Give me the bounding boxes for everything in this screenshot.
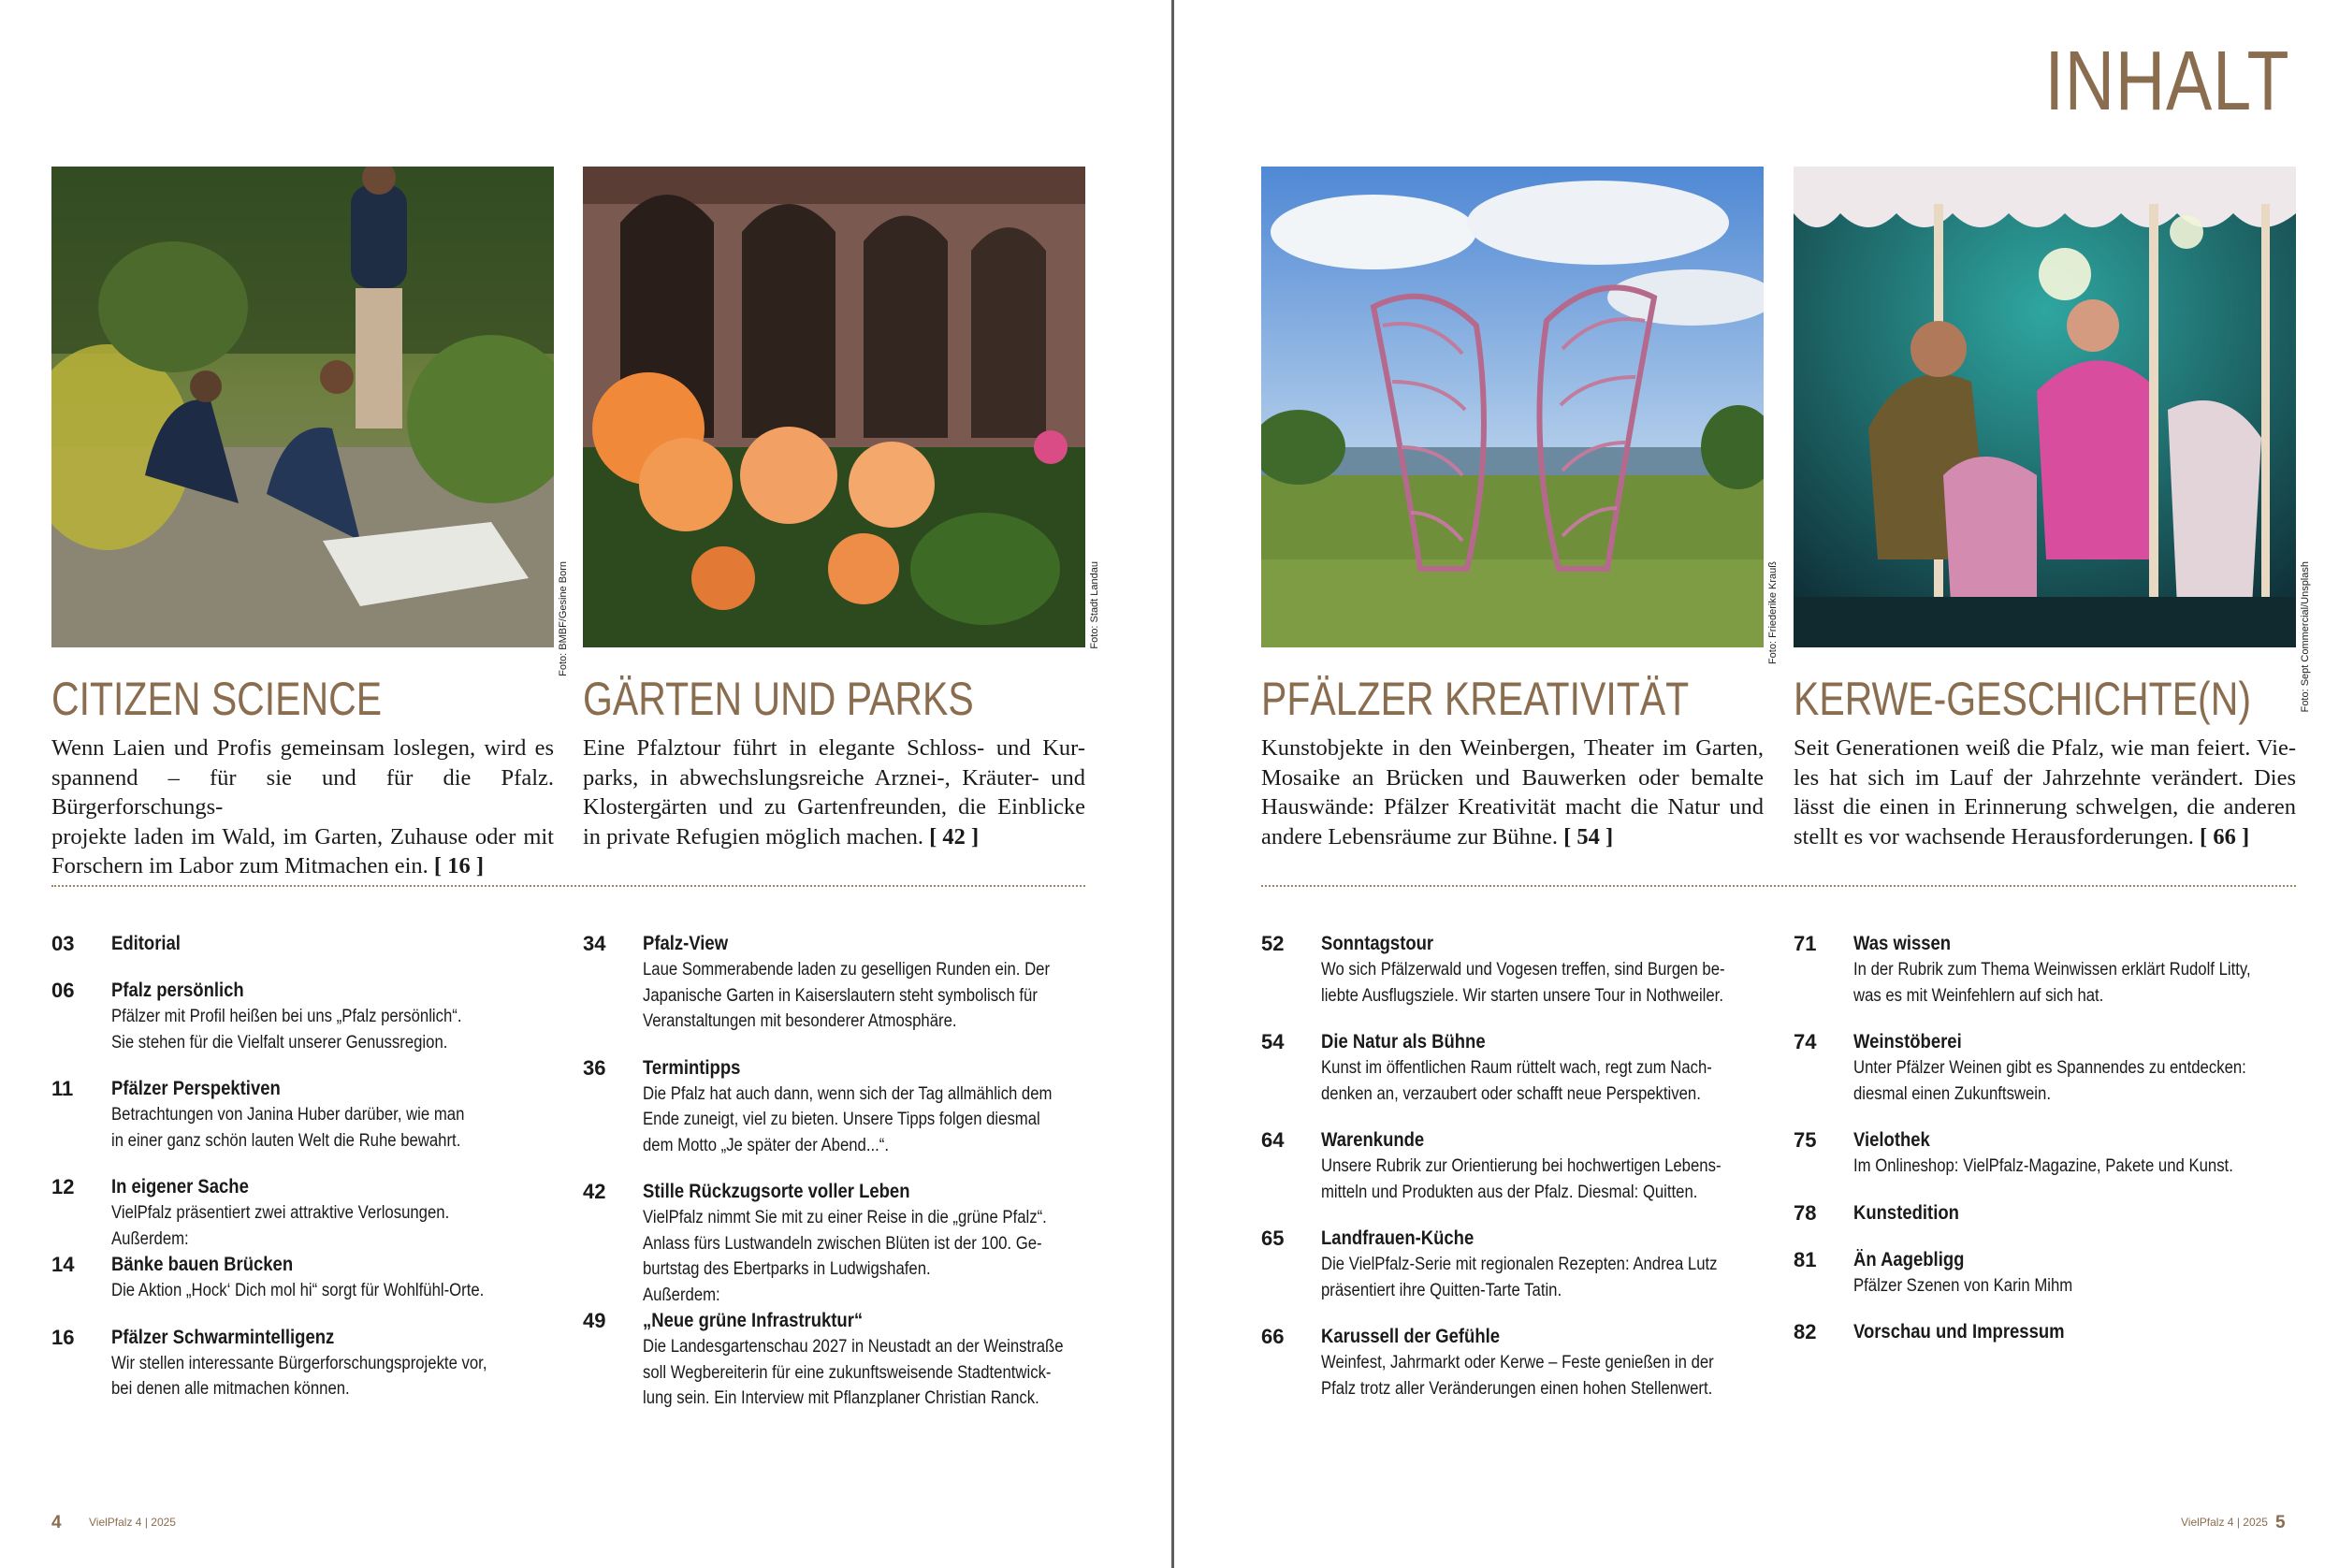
toc-entry[interactable]: [1794, 931, 2296, 1009]
toc-entry-title: Pfälzer Perspektiven: [111, 1078, 281, 1099]
photo-kerwe-geschichten: [1794, 167, 2296, 647]
toc-entry-title: Die Natur als Bühne: [1321, 1031, 1486, 1053]
teaser-line: Hauswände: Pfälzer Kreativität macht die Natur und: [1261, 794, 1764, 820]
toc-entry[interactable]: [51, 978, 554, 1055]
toc-page-number: 78: [1794, 1200, 1817, 1225]
toc-entry[interactable]: [1261, 1127, 1764, 1205]
toc-entry[interactable]: [1261, 1029, 1764, 1107]
toc-entry-description: Ende zuneigt, viel zu bieten. Unsere Tipps folgen diesmal: [643, 1110, 1040, 1129]
toc-entry-text: [111, 978, 554, 1055]
toc-entry-description: denken an, verzaubert oder schafft neue Perspektiven.: [1321, 1083, 1701, 1104]
toc-entry-text: [643, 931, 1105, 1035]
toc-entry-description: lung sein. Ein Interview mit Pflanzplaner Christian Ranck.: [643, 1388, 1039, 1408]
toc-entry-description: Weinfest, Jahrmarkt oder Kerwe – Feste genießen in der: [1321, 1353, 1714, 1372]
teaser-line: Wenn Laien und Profis gemeinsam loslegen, wird es: [51, 735, 554, 761]
toc-page-number: 81: [1794, 1247, 1817, 1271]
toc-entry-description: Laue Sommerabende laden zu geselligen Runden ein. Der: [643, 960, 1051, 980]
teaser-line: parks, in abwechslungsreiche Arznei-, Kräuter- und: [583, 764, 1085, 791]
toc-entry[interactable]: [1261, 1226, 1764, 1303]
toc-entry-description: Veranstaltungen mit besonderer Atmosphäre.: [643, 1011, 957, 1031]
photo-gaerten-und-parks: [583, 167, 1085, 647]
toc-entry-description: Pfälzer Szenen von Karin Mihm: [1853, 1275, 2073, 1296]
teaser-line: projekte laden im Wald, im Garten, Zuhause oder mit: [51, 823, 554, 849]
toc-entry-description: Die VielPfalz-Serie mit regionalen Rezepten: Andrea Lutz: [1321, 1255, 1718, 1274]
toc-entry-title: Termintipps: [643, 1056, 741, 1079]
toc-entry-title: Vielothek: [1853, 1129, 1930, 1151]
toc-entry-title: Editorial: [111, 933, 181, 954]
toc-entry-description: Wir stellen interessante Bürgerforschungsprojekte vor,: [111, 1353, 487, 1373]
toc-entry-text: [1853, 1247, 2296, 1299]
page-reference[interactable]: [ 42 ]: [929, 823, 980, 849]
toc-entry-description: Japanische Garten in Kaiserslautern steht symbolisch für: [643, 985, 1038, 1006]
toc-page-number: 16: [51, 1325, 75, 1349]
toc-entry[interactable]: [1794, 1247, 2296, 1299]
toc-entry-extra: Außerdem:: [643, 1285, 720, 1305]
magazine-issue-left: VielPfalz 4 | 2025: [89, 1516, 176, 1529]
page-title: INHALT: [2044, 35, 2289, 128]
toc-entry-title: In eigener Sache: [111, 1176, 249, 1198]
toc-entry[interactable]: [1794, 1127, 2296, 1180]
teaser-line-text: andere Lebensräume zur Bühne.: [1261, 823, 1558, 849]
toc-entry-text: [111, 1325, 554, 1402]
dotted-divider: [51, 885, 1085, 887]
toc-page-number: 14: [51, 1253, 75, 1276]
toc-entry-text: [1321, 1127, 1776, 1205]
toc-column-2: [583, 931, 1085, 1432]
feature-pfaelzer-kreativitaet: [1261, 167, 1764, 647]
feature-teaser: [1261, 733, 1764, 851]
teaser-line: Kunstobjekte in den Weinbergen, Theater im Garten,: [1261, 735, 1764, 761]
toc-entry-title: Landfrauen-Küche: [1321, 1227, 1475, 1249]
toc-column-4: [1794, 931, 2296, 1366]
toc-entry[interactable]: [583, 1308, 1085, 1412]
feature-teaser: [583, 733, 1085, 851]
toc-entry-text: [111, 1252, 554, 1304]
page-reference[interactable]: [ 66 ]: [2200, 823, 2250, 849]
toc-entry-text: [1853, 1127, 2296, 1180]
dotted-divider: [1261, 885, 2296, 887]
toc-entry-text: [1853, 1319, 2296, 1345]
toc-entry[interactable]: [583, 931, 1085, 1035]
toc-entry-text: [1853, 1029, 2300, 1107]
page-reference[interactable]: [ 54 ]: [1563, 823, 1614, 849]
toc-page-number: 74: [1794, 1030, 1817, 1053]
toc-entry-description: Unter Pfälzer Weinen gibt es Spannendes zu entdecken:: [1853, 1058, 2246, 1078]
photo-citizen-science: [51, 167, 554, 647]
toc-entry-description: In der Rubrik zum Thema Weinwissen erklärt Rudolf Litty,: [1853, 960, 2251, 980]
toc-entry[interactable]: [1794, 1319, 2296, 1345]
toc-entry-text: [643, 1179, 1102, 1308]
toc-entry-description: Kunst im öffentlichen Raum rüttelt wach, regt zum Nach-: [1321, 1058, 1712, 1078]
teaser-line-text: in private Refugien möglich machen.: [583, 823, 923, 849]
toc-page-number: 54: [1261, 1030, 1285, 1053]
toc-entry-title: Kunstedition: [1853, 1201, 1959, 1224]
photo-credit: Foto: BMBF/Gesine Born: [558, 561, 569, 676]
toc-entry-title: Än Aagebligg: [1853, 1248, 1965, 1270]
toc-page-number: 65: [1261, 1227, 1285, 1250]
toc-entry[interactable]: [1794, 1029, 2296, 1107]
teaser-line: Klostergärten und zu Gartenfreunden, die Einblicke: [583, 794, 1085, 820]
photo-credit: Foto: Stadt Landau: [1089, 561, 1100, 649]
toc-entry-description: was es mit Weinfehlern auf sich hat.: [1853, 985, 2104, 1006]
toc-entry-description: burtstag des Ebertparks in Ludwigshafen.: [643, 1259, 931, 1279]
toc-entry-description: VielPfalz präsentiert zwei attraktive Verlosungen.: [111, 1203, 450, 1223]
teaser-line: [1261, 822, 1764, 852]
toc-page-number: 03: [51, 932, 75, 955]
toc-entry-description: VielPfalz nimmt Sie mit zu einer Reise in die „grüne Pfalz“.: [643, 1208, 1047, 1227]
toc-page-number: 34: [583, 932, 606, 955]
toc-page-number: 82: [1794, 1320, 1817, 1343]
toc-entry[interactable]: [583, 1179, 1085, 1308]
toc-entry-text: [111, 931, 554, 957]
toc-page-number: 66: [1261, 1325, 1285, 1348]
teaser-line: Mosaike an Brücken und Bauwerken oder bemalte: [1261, 764, 1764, 791]
toc-entry-title: Karussell der Gefühle: [1321, 1326, 1501, 1347]
teaser-line: les hat sich im Lauf der Jahrzehnte verändert. Dies: [1794, 764, 2296, 791]
toc-entry-title: Sonntagstour: [1321, 933, 1434, 954]
toc-entry-description: mitteln und Produkten aus der Pfalz. Diesmal: Quitten.: [1321, 1182, 1698, 1202]
toc-page-number: 42: [583, 1180, 606, 1203]
toc-entry-text: [1853, 1200, 2296, 1227]
toc-entry[interactable]: [1794, 1200, 2296, 1227]
toc-page-number: 11: [51, 1077, 74, 1100]
toc-entry-title: Pfalz persönlich: [111, 980, 244, 1001]
toc-entry-description: Die Aktion „Hock‘ Dich mol hi“ sorgt für Wohlfühl-Orte.: [111, 1281, 485, 1300]
feature-gaerten-und-parks: [583, 167, 1085, 647]
toc-page-number: 64: [1261, 1128, 1285, 1152]
teaser-line: [51, 851, 554, 881]
teaser-line: spannend – für sie und für die Pfalz. Bürgerforschungs-: [51, 764, 554, 820]
toc-entry[interactable]: [1261, 931, 1764, 1009]
toc-entry-text: [111, 1076, 554, 1154]
feature-title: CITIZEN SCIENCE: [51, 673, 383, 725]
feature-title: GÄRTEN UND PARKS: [583, 673, 974, 725]
toc-entry-description: soll Wegbereiterin für eine zukunftsweisende Stadtentwick-: [643, 1362, 1052, 1383]
toc-entry-text: [1321, 931, 1780, 1009]
toc-page-number: 49: [583, 1309, 606, 1332]
page-reference[interactable]: [ 16 ]: [433, 853, 484, 878]
magazine-issue-right: VielPfalz 4 | 2025: [2181, 1516, 2268, 1529]
toc-entry-description: dem Motto „Je später der Abend...“.: [643, 1135, 890, 1155]
toc-entry-description: Die Landesgartenschau 2027 in Neustadt an der Weinstraße: [643, 1337, 1064, 1357]
toc-entry[interactable]: [51, 1174, 554, 1252]
toc-entry-text: [1321, 1029, 1765, 1107]
teaser-line-text: Forschern im Labor zum Mitmachen ein.: [51, 853, 429, 878]
toc-entry[interactable]: [583, 1055, 1085, 1159]
toc-entry-description: Pfalz trotz aller Veränderungen einen hohen Stellenwert.: [1321, 1378, 1713, 1399]
toc-entry-description: Die Pfalz hat auch dann, wenn sich der Tag allmählich dem: [643, 1083, 1053, 1104]
page-number-left: 4: [51, 1513, 62, 1532]
toc-page-number: 06: [51, 979, 75, 1002]
toc-entry-description: bei denen alle mitmachen können.: [111, 1379, 350, 1399]
toc-entry-title: Pfalz-View: [643, 933, 729, 954]
toc-entry-text: [1321, 1226, 1771, 1303]
toc-entry-description: Unsere Rubrik zur Orientierung bei hochwertigen Lebens-: [1321, 1156, 1722, 1176]
toc-entry-description: Anlass fürs Lustwandeln zwischen Blüten ist der 100. Ge-: [643, 1233, 1042, 1254]
teaser-line: Eine Pfalztour führt in elegante Schloss- und Kur-: [583, 735, 1085, 761]
feature-kerwe-geschichten: [1794, 167, 2296, 647]
toc-entry-title: „Neue grüne Infrastruktur“: [643, 1310, 864, 1331]
photo-credit: Foto: Friederike Krauß: [1767, 561, 1779, 665]
toc-entry-extra: Außerdem:: [111, 1228, 189, 1249]
toc-page-number: 36: [583, 1055, 606, 1080]
photo-credit: Foto: Sept Commercial/Unsplash: [2300, 561, 2311, 713]
feature-citizen-science: [51, 167, 554, 647]
toc-entry[interactable]: [51, 1325, 554, 1402]
toc-entry-description: in einer ganz schön lauten Welt die Ruhe bewahrt.: [111, 1130, 461, 1151]
toc-column-3: [1261, 931, 1764, 1422]
toc-entry[interactable]: [51, 1076, 554, 1154]
feature-teaser: [1794, 733, 2296, 851]
toc-entry-description: Betrachtungen von Janina Huber darüber, wie man: [111, 1105, 465, 1125]
toc-entry-description: Pfälzer mit Profil heißen bei uns „Pfalz persönlich“.: [111, 1007, 462, 1026]
feature-title: PFÄLZER KREATIVITÄT: [1261, 673, 1690, 725]
toc-entry[interactable]: [51, 1252, 554, 1304]
toc-entry-title: Vorschau und Impressum: [1853, 1321, 2065, 1343]
toc-entry-description: Wo sich Pfälzerwald und Vogesen treffen, sind Burgen be-: [1321, 960, 1725, 980]
toc-entry-description: diesmal einen Zukunftswein.: [1853, 1083, 2051, 1104]
teaser-line: lässt die einen in Erinnerung schwelgen, die anderen: [1794, 794, 2296, 820]
toc-page-number: 75: [1794, 1128, 1817, 1152]
toc-entry-description: Sie stehen für die Vielfalt unserer Genussregion.: [111, 1032, 448, 1053]
toc-entry-title: Bänke bauen Brücken: [111, 1254, 294, 1275]
toc-entry-title: Warenkunde: [1321, 1129, 1425, 1151]
toc-entry-description: Im Onlineshop: VielPfalz-Magazine, Pakete und Kunst.: [1853, 1156, 2233, 1176]
toc-entry-description: liebte Ausflugsziele. Wir starten unsere Tour in Nothweiler.: [1321, 985, 1723, 1006]
toc-entry-text: [1321, 1324, 1767, 1401]
toc-entry-text: [1853, 931, 2305, 1009]
toc-page-number: 71: [1794, 932, 1817, 955]
toc-entry[interactable]: [51, 931, 554, 957]
toc-entry-description: präsentiert ihre Quitten-Tarte Tatin.: [1321, 1280, 1562, 1300]
teaser-line-text: stellt es vor wachsende Herausforderungen.: [1794, 823, 2194, 849]
teaser-line: [583, 822, 1085, 852]
toc-entry-text: [643, 1055, 1108, 1159]
toc-entry-text: [111, 1174, 554, 1252]
feature-title: KERWE-GESCHICHTE(N): [1794, 673, 2251, 725]
toc-column-1: [51, 931, 554, 1423]
toc-entry-title: Stille Rückzugsorte voller Leben: [643, 1181, 910, 1202]
photo-pfaelzer-kreativitaet: [1261, 167, 1764, 647]
feature-teaser: [51, 733, 554, 881]
page-spine: [1171, 0, 1174, 1568]
teaser-line: [1794, 822, 2296, 852]
toc-page-number: 52: [1261, 932, 1285, 955]
toc-page-number: 12: [51, 1175, 75, 1198]
toc-entry-title: Weinstöberei: [1853, 1031, 1962, 1053]
teaser-line: Seit Generationen weiß die Pfalz, wie man feiert. Vie-: [1794, 735, 2296, 761]
toc-entry[interactable]: [1261, 1324, 1764, 1401]
toc-entry-text: [643, 1308, 1121, 1412]
page-number-right: 5: [2275, 1513, 2286, 1532]
toc-entry-title: Was wissen: [1853, 933, 1952, 954]
toc-entry-title: Pfälzer Schwarmintelligenz: [111, 1326, 335, 1348]
